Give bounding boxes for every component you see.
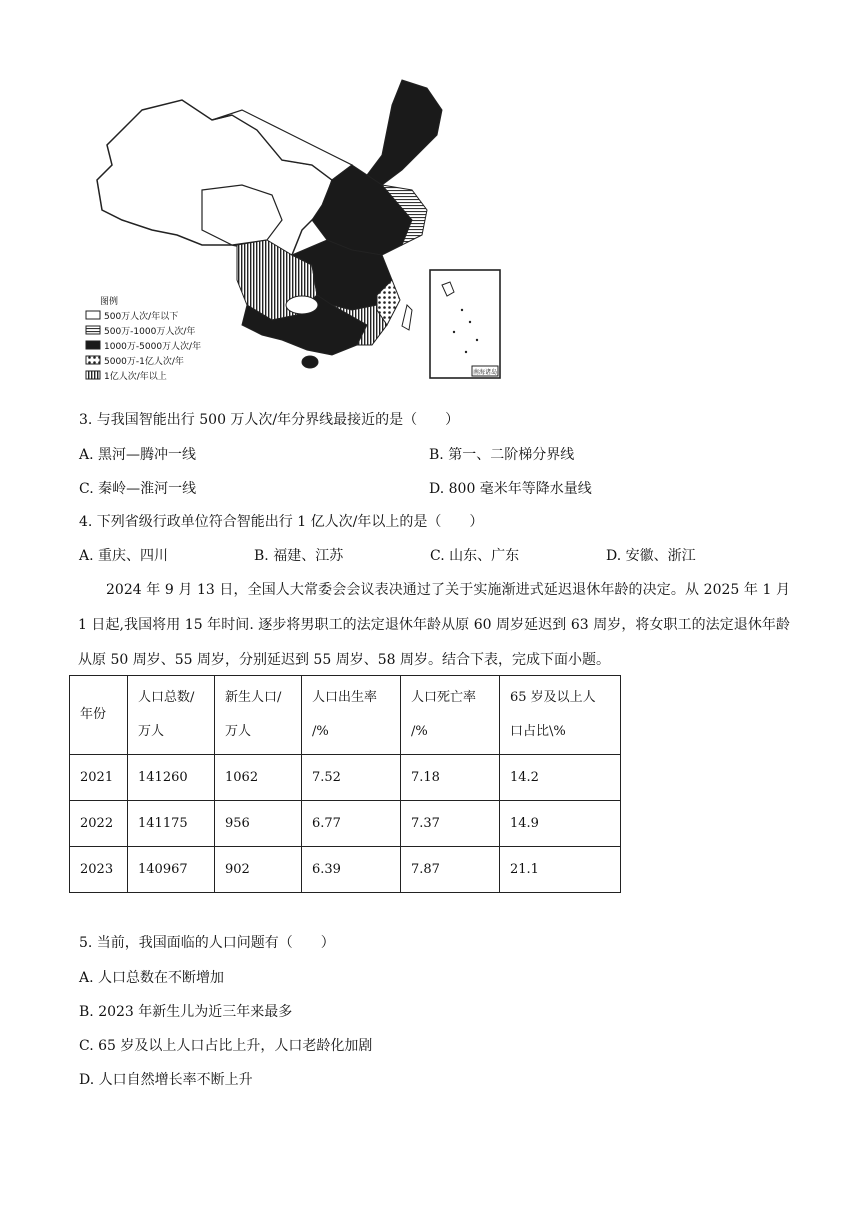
q4-option-d: D. 安徽、浙江 xyxy=(606,548,696,564)
legend-item-2: 500万-1000万人次/年 xyxy=(104,327,196,337)
china-map xyxy=(82,70,512,388)
q4-stem: 4. 下列省级行政单位符合智能出行 1 亿人次/年以上的是（ ） xyxy=(79,514,484,530)
q5-option-a: A. 人口总数在不断增加 xyxy=(79,970,225,986)
table-cell: 6.39 xyxy=(302,847,401,893)
table-header-cell: 人口总数/ 万人 xyxy=(128,676,215,755)
table-header-cell: 人口死亡率 /% xyxy=(401,676,500,755)
table-cell: 6.77 xyxy=(302,801,401,847)
q3-option-a: A. 黑河—腾冲一线 xyxy=(79,447,197,463)
legend-item-1: 500万人次/年以下 xyxy=(104,312,179,322)
legend-swatch-5 xyxy=(86,371,100,379)
legend-swatch-1 xyxy=(86,311,100,319)
table-row xyxy=(70,847,621,893)
q3-option-d: D. 800 毫米年等降水量线 xyxy=(429,481,592,497)
inset-label: 南海诸岛 xyxy=(473,369,498,376)
table-cell: 141260 xyxy=(128,755,215,801)
legend-swatch-3 xyxy=(86,341,100,349)
table-header-row xyxy=(70,676,621,755)
table-cell: 956 xyxy=(215,801,302,847)
table-cell: 7.52 xyxy=(302,755,401,801)
table-cell: 14.2 xyxy=(500,755,621,801)
table-cell: 2023 xyxy=(70,847,128,893)
q4-option-c: C. 山东、广东 xyxy=(430,548,520,564)
table-header-cell: 新生人口/ 万人 xyxy=(215,676,302,755)
map-region-qinghai xyxy=(202,185,282,245)
table-cell: 2022 xyxy=(70,801,128,847)
table-row xyxy=(70,755,621,801)
table-cell: 2021 xyxy=(70,755,128,801)
table-header-cell: 人口出生率 /% xyxy=(302,676,401,755)
legend-item-4: 5000万-1亿人次/年 xyxy=(104,357,184,367)
legend-item-5: 1亿人次/年以上 xyxy=(104,372,167,382)
table-cell: 21.1 xyxy=(500,847,621,893)
legend-title: 图例 xyxy=(100,297,119,307)
population-table xyxy=(69,675,621,893)
q3-stem: 3. 与我国智能出行 500 万人次/年分界线最接近的是（ ） xyxy=(79,412,460,428)
q3-option-b: B. 第一、二阶梯分界线 xyxy=(429,447,575,463)
map-region-taiwan xyxy=(402,305,412,330)
q5-stem: 5. 当前，我国面临的人口问题有（ ） xyxy=(79,935,335,951)
table-cell: 140967 xyxy=(128,847,215,893)
q4-option-b: B. 福建、江苏 xyxy=(254,548,344,564)
passage: 2024 年 9 月 13 日，全国人大常委会会议表决通过了关于实施渐进式延迟退休年龄的决定。从 2025 年 1 月 1 日起,我国将用 15 年时间. 逐步将男职工的法定退休年龄从原 60 周岁延迟到 63 周岁，将女职工的法定退休年龄从原 50 周岁、55 周岁，分别延迟到 55 周岁、58 周岁。结合下表，完成下面小题。 xyxy=(78,582,790,668)
q5-option-b: B. 2023 年新生儿为近三年来最多 xyxy=(79,1004,293,1020)
table-header-cell: 65 岁及以上人 口占比\% xyxy=(500,676,621,755)
table-cell: 902 xyxy=(215,847,302,893)
map-region-guizhou xyxy=(286,296,318,314)
q5-option-c: C. 65 岁及以上人口占比上升，人口老龄化加剧 xyxy=(79,1038,373,1054)
map-region-hainan xyxy=(302,356,318,368)
table-cell: 14.9 xyxy=(500,801,621,847)
table-cell: 7.87 xyxy=(401,847,500,893)
q5-option-d: D. 人口自然增长率不断上升 xyxy=(79,1072,253,1088)
table-cell: 141175 xyxy=(128,801,215,847)
q3-option-c: C. 秦岭—淮河一线 xyxy=(79,481,197,497)
south-china-sea-inset xyxy=(430,270,500,378)
q4-option-a: A. 重庆、四川 xyxy=(79,548,169,564)
table-header-cell: 年份 xyxy=(70,676,128,755)
table-cell: 7.18 xyxy=(401,755,500,801)
legend-item-3: 1000万-5000万人次/年 xyxy=(104,342,202,352)
map-region-northeast xyxy=(367,80,442,185)
table-row xyxy=(70,801,621,847)
legend-swatch-4 xyxy=(86,356,100,364)
china-map-figure xyxy=(82,70,512,388)
table-cell: 1062 xyxy=(215,755,302,801)
table-cell: 7.37 xyxy=(401,801,500,847)
legend-swatch-2 xyxy=(86,326,100,334)
